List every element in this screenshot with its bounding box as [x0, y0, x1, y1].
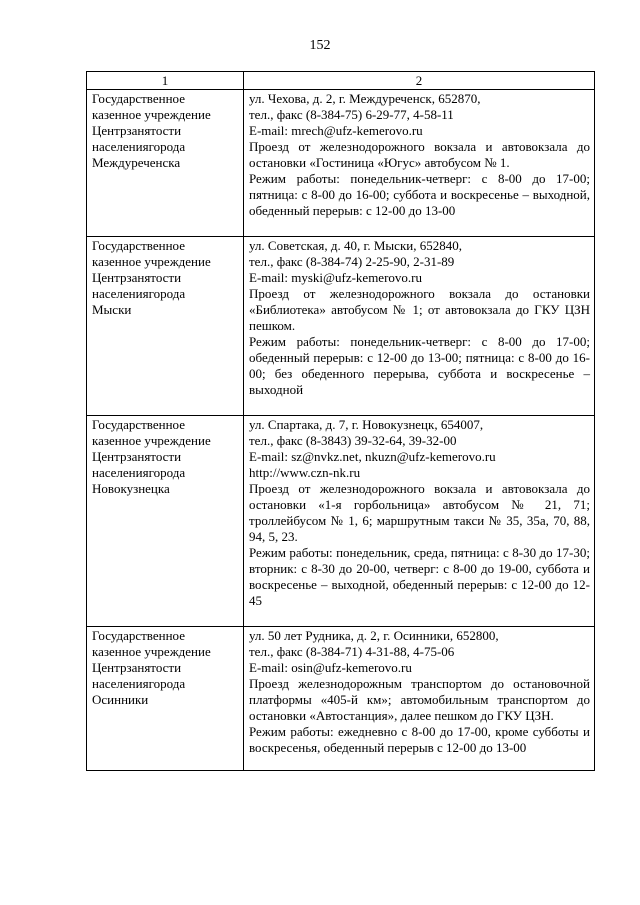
phone: тел., факс (8-384-75) 6-29-77, 4-58-11: [249, 107, 454, 122]
address: ул. Чехова, д. 2, г. Междуреченск, 652870,: [249, 91, 481, 106]
phone: тел., факс (8-384-71) 4-31-88, 4-75-06: [249, 644, 455, 659]
address: ул. Советская, д. 40, г. Мыски, 652840,: [249, 238, 462, 253]
name-word: занятости: [126, 660, 182, 675]
name-word: занятости: [126, 270, 182, 285]
working-hours: Режим работы: ежедневно с 8-00 до 17-00, кроме субботы и воскресенья, обеденный перерыв с 12-00 до 13-00: [249, 724, 590, 755]
name-line: [92, 676, 238, 692]
name-line: Государственное: [92, 628, 185, 643]
working-hours: Режим работы: понедельник-четверг: с 8-00 до 17-00; обеденный перерыв: с 12-00 до 13-00; пятница: с 8-00 до 16-00; без обеденного перерыва, суббота и воскресенье – выходной: [249, 334, 590, 397]
name-word: населения: [92, 465, 149, 480]
column-header-2: 2: [244, 72, 595, 90]
working-hours: Режим работы: понедельник, среда, пятница: с 8-30 до 17-30; вторник: с 8-30 до 20-00, четверг: с 8-00 до 19-00, суббота и воскресенье – выходной, обеденный перерыв: с 12-00 до 12-45: [249, 545, 590, 608]
employment-centers-table: [86, 71, 595, 771]
address: ул. Спартака, д. 7, г. Новокузнецк, 654007,: [249, 417, 484, 432]
name-word: занятости: [126, 449, 182, 464]
name-line: [92, 123, 238, 139]
table-header-row: [87, 72, 595, 90]
name-line: Новокузнецка: [92, 481, 170, 496]
contact-info-cell: [244, 90, 595, 237]
name-line: казенное учреждение: [92, 433, 211, 448]
name-word: населения: [92, 286, 149, 301]
route-description: Проезд от железнодорожного вокзала до остановки «Библиотека» автобусом № 1; от автовокзала до ГКУ ЦЗН пешком.: [249, 286, 590, 333]
table-row: [87, 627, 595, 771]
name-line: [92, 286, 238, 302]
route-description: Проезд от железнодорожного вокзала и автовокзала до остановки «1-я горбольница» автобусом № 21, 71; троллейбусом № 1, 6; маршрутным такси № 35, 35а, 70, 88, 94, 5, 23.: [249, 481, 590, 544]
institution-name-cell: [87, 237, 244, 416]
name-line: казенное учреждение: [92, 254, 211, 269]
email: E-mail: osin@ufz-kemerovo.ru: [249, 660, 412, 675]
table-row: [87, 237, 595, 416]
email: E-mail: sz@nvkz.net, nkuzn@ufz-kemerovo.ru: [249, 449, 496, 464]
route-description: Проезд железнодорожным транспортом до остановочной платформы «405-й км»; автомобильным транспортом до остановки «Автостанция», далее пешком до ГКУ ЦЗН.: [249, 676, 590, 723]
name-word: города: [148, 286, 186, 301]
name-word: населения: [92, 676, 149, 691]
phone: тел., факс (8-3843) 39-32-64, 39-32-00: [249, 433, 457, 448]
contact-info-cell: [244, 237, 595, 416]
contact-info-cell: [244, 627, 595, 771]
name-word: города: [148, 139, 186, 154]
name-line: [92, 660, 238, 676]
website-link[interactable]: http://www.czn-nk.ru: [249, 465, 361, 480]
phone: тел., факс (8-384-74) 2-25-90, 2-31-89: [249, 254, 455, 269]
name-line: [92, 270, 238, 286]
name-line: Государственное: [92, 91, 185, 106]
name-word: города: [148, 465, 186, 480]
name-word: Центр: [92, 660, 127, 675]
name-word: Центр: [92, 449, 127, 464]
institution-name-cell: [87, 416, 244, 627]
address: ул. 50 лет Рудника, д. 2, г. Осинники, 652800,: [249, 628, 499, 643]
page-number: 152: [309, 38, 331, 53]
name-word: населения: [92, 139, 149, 154]
name-line: Осинники: [92, 692, 149, 707]
working-hours: Режим работы: понедельник-четверг: с 8-00 до 17-00; пятница: с 8-00 до 16-00; суббота и воскресенье – выходной, обеденный перерыв: с 12-00 до 13-00: [249, 171, 590, 218]
contact-info-cell: [244, 416, 595, 627]
table-row: [87, 416, 595, 627]
name-word: занятости: [126, 123, 182, 138]
email: E-mail: myski@ufz-kemerovo.ru: [249, 270, 422, 285]
name-line: [92, 465, 238, 481]
name-word: Центр: [92, 123, 127, 138]
name-line: Государственное: [92, 238, 185, 253]
name-line: Междуреченска: [92, 155, 181, 170]
email: E-mail: mrech@ufz-kemerovo.ru: [249, 123, 423, 138]
name-line: [92, 449, 238, 465]
institution-name-cell: [87, 90, 244, 237]
route-description: Проезд от железнодорожного вокзала и автовокзала до остановки «Гостиница «Югус» автобусом № 1.: [249, 139, 590, 170]
table-row: [87, 90, 595, 237]
name-line: казенное учреждение: [92, 644, 211, 659]
name-line: Мыски: [92, 302, 132, 317]
name-line: казенное учреждение: [92, 107, 211, 122]
name-line: Государственное: [92, 417, 185, 432]
column-header-1: 1: [87, 72, 244, 90]
institution-name-cell: [87, 627, 244, 771]
name-word: города: [148, 676, 186, 691]
name-line: [92, 139, 238, 155]
name-word: Центр: [92, 270, 127, 285]
